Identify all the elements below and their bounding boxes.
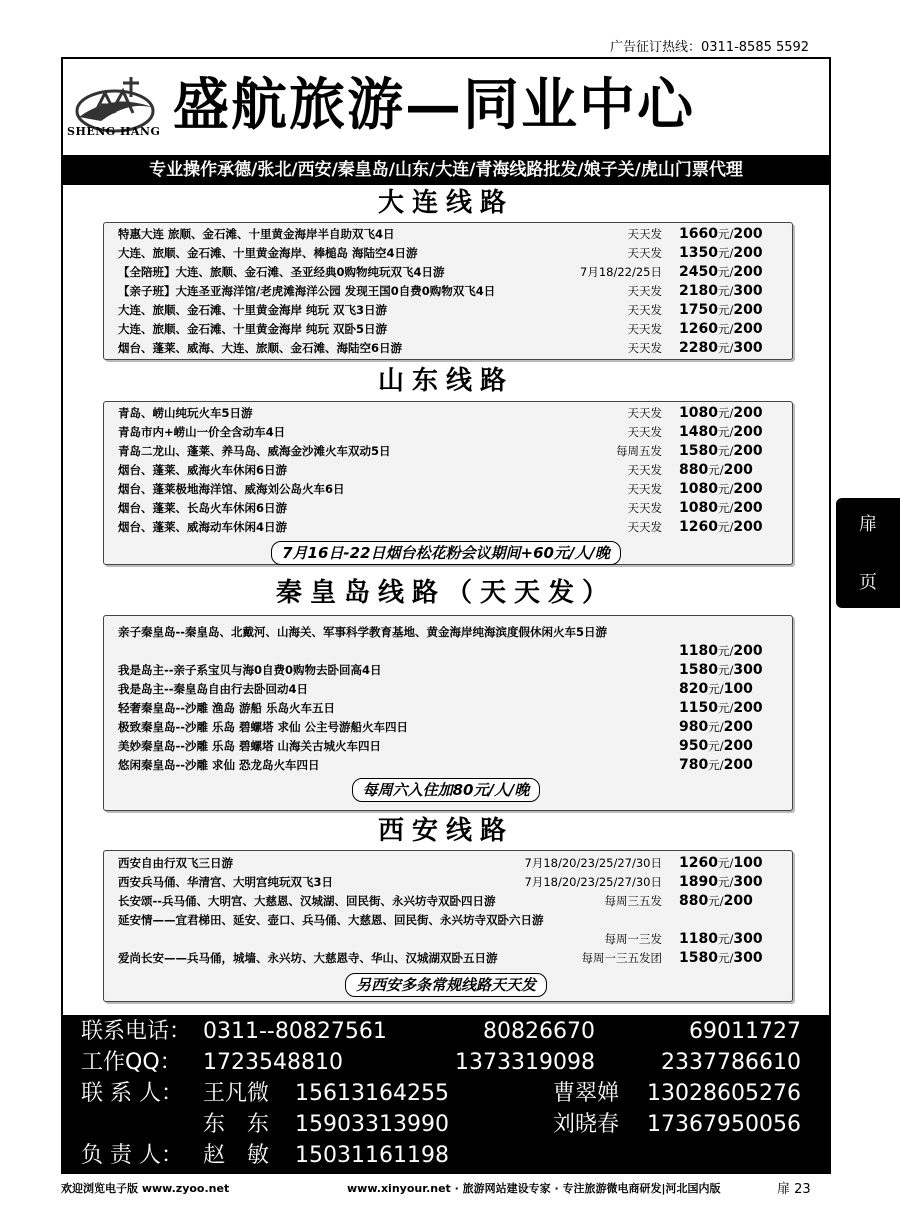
route-rebate: 300	[733, 662, 763, 678]
route-price	[679, 244, 763, 263]
route-name: 我是岛主--秦皇岛自由行去卧回动4日	[118, 682, 309, 696]
route-name: 爱尚长安——兵马俑，城墙、永兴坊、大慈恩寺、华山、汉城湖双卧五日游	[118, 951, 498, 965]
route-name: 西安兵马俑、华清宫、大明宫纯玩双飞3日	[118, 875, 333, 889]
route-price-unit: 元/	[717, 663, 734, 677]
qq-2[interactable]: 1373319098	[455, 1050, 595, 1075]
section-title-xian: 西安线路	[377, 816, 514, 846]
route-row	[104, 623, 792, 642]
route-price	[679, 930, 763, 949]
route-price-unit: 元/	[717, 520, 734, 534]
route-price-value: 950	[679, 738, 709, 754]
route-rebate: 200	[733, 405, 763, 421]
route-rebate: 200	[723, 738, 753, 754]
route-row	[104, 225, 792, 244]
route-price	[679, 854, 763, 873]
route-price-unit: 元/	[708, 758, 724, 772]
route-rebate: 200	[733, 700, 763, 716]
qq-label: 工作QQ：	[81, 1050, 182, 1075]
route-departure: 天天发	[627, 520, 662, 534]
route-row	[104, 680, 792, 699]
route-row	[104, 911, 792, 930]
contact-block	[63, 1015, 829, 1174]
contact-phone-row	[63, 1017, 829, 1047]
route-rebate: 200	[723, 719, 753, 735]
section-title-dalian: 大连线路	[377, 188, 514, 218]
route-price-value: 1260	[679, 321, 718, 337]
route-name: 烟台、蓬莱、威海、大连、旅顺、金石滩、海陆空6日游	[118, 341, 402, 355]
route-name: 特惠大连 旅顺、金石滩、十里黄金海岸半自助双飞4日	[118, 227, 395, 241]
route-rebate: 300	[733, 950, 763, 966]
route-price	[679, 642, 763, 661]
route-price-value: 2450	[679, 264, 718, 280]
route-name: 大连、旅顺、金石滩、十里黄金海岸 纯玩 双卧5日游	[118, 322, 388, 336]
phone-2[interactable]: 80826670	[483, 1019, 595, 1044]
route-row	[104, 499, 792, 518]
route-price-unit: 元/	[708, 682, 724, 696]
route-price	[679, 718, 753, 737]
route-row	[104, 756, 792, 775]
route-rebate: 200	[733, 500, 763, 516]
route-row	[104, 244, 792, 263]
route-price	[679, 756, 753, 775]
route-price-value: 780	[679, 757, 709, 773]
route-row	[104, 873, 792, 892]
route-rebate: 100	[723, 681, 753, 697]
route-name: 轻奢秦皇岛--沙雕 渔岛 游船 乐岛火车五日	[118, 701, 336, 715]
side-tab-char-1: 扉	[859, 514, 877, 535]
route-departure: 7月18/20/23/25/27/30日	[524, 856, 662, 870]
route-rebate: 200	[733, 302, 763, 318]
route-row	[104, 282, 792, 301]
route-departure: 7月18/22/25日	[580, 265, 662, 279]
footer-left[interactable]: 欢迎浏览电子版 www.zyoo.net	[61, 1182, 230, 1195]
route-departure: 天天发	[627, 425, 662, 439]
route-row	[104, 461, 792, 480]
route-price-value: 1480	[679, 424, 718, 440]
phone-1[interactable]: 0311--80827561	[203, 1019, 387, 1044]
contact-boss-row	[63, 1141, 829, 1171]
route-price-unit: 元/	[717, 444, 734, 458]
route-departure: 每周一三五发团	[581, 951, 662, 965]
person-3-tel[interactable]: 15903313990	[295, 1112, 449, 1137]
route-name: 悠闲秦皇岛--沙雕 求仙 恐龙岛火车四日	[118, 758, 320, 772]
route-price-value: 1350	[679, 245, 718, 261]
route-departure: 天天发	[627, 501, 662, 515]
section-title-qinhuangdao: 秦皇岛线路（天天发）	[275, 578, 616, 608]
route-price-unit: 元/	[708, 720, 724, 734]
route-name: 延安情——宜君梯田、延安、壶口、兵马俑、大慈恩、回民街、永兴坊寺双卧六日游	[118, 913, 544, 927]
person-4-name: 刘晓春	[553, 1112, 620, 1137]
route-price-unit: 元/	[717, 322, 734, 336]
route-row	[104, 718, 792, 737]
route-departure: 天天发	[627, 322, 662, 336]
route-rebate: 300	[733, 874, 763, 890]
route-price-unit: 元/	[717, 951, 734, 965]
route-row	[104, 854, 792, 873]
route-rebate: 200	[733, 264, 763, 280]
route-departure: 天天发	[627, 406, 662, 420]
route-departure: 天天发	[627, 341, 662, 355]
route-price-unit: 元/	[717, 303, 734, 317]
route-rebate: 200	[733, 443, 763, 459]
route-price-value: 1750	[679, 302, 718, 318]
route-price-unit: 元/	[717, 406, 734, 420]
ad-hotline: 广告征订热线：0311-8585 5592	[610, 40, 810, 55]
logo-text: SHENG HANG	[67, 125, 161, 138]
route-price-unit: 元/	[717, 425, 734, 439]
route-name: 青岛市内+崂山一价全含动车4日	[118, 425, 286, 439]
route-name: 极致秦皇岛--沙雕 乐岛 碧螺塔 求仙 公主号游船火车四日	[118, 720, 409, 734]
page-number: 扉 23	[777, 1182, 811, 1197]
route-price-unit: 元/	[717, 856, 734, 870]
route-price	[679, 225, 763, 244]
route-price-unit: 元/	[717, 701, 734, 715]
route-price	[679, 699, 763, 718]
route-rebate: 200	[733, 424, 763, 440]
route-row	[104, 423, 792, 442]
route-price-value: 1150	[679, 700, 718, 716]
route-price-value: 2280	[679, 340, 718, 356]
route-name: 【亲子班】大连圣亚海洋馆/老虎滩海洋公园 发现王国0自费0购物双飞4日	[118, 284, 496, 298]
note-shandong	[63, 541, 829, 565]
route-departure: 天天发	[627, 303, 662, 317]
route-departure: 每周五发	[616, 444, 662, 458]
route-price-value: 1080	[679, 481, 718, 497]
route-price-unit: 元/	[717, 284, 734, 298]
note-qinhuangdao	[63, 778, 829, 802]
route-name: 美妙秦皇岛--沙雕 乐岛 碧螺塔 山海关古城火车四日	[118, 739, 382, 753]
route-name: 西安自由行双飞三日游	[118, 856, 233, 870]
qq-3[interactable]: 2337786610	[661, 1050, 801, 1075]
route-departure: 天天发	[627, 284, 662, 298]
route-price-unit: 元/	[717, 246, 734, 260]
route-price-value: 1180	[679, 931, 718, 947]
route-price-unit: 元/	[708, 894, 724, 908]
route-departure: 每周一三发	[604, 932, 662, 946]
route-price	[679, 442, 763, 461]
route-rebate: 300	[733, 283, 763, 299]
route-departure: 天天发	[627, 482, 662, 496]
route-price-unit: 元/	[708, 739, 724, 753]
route-price-value: 880	[679, 462, 709, 478]
service-banner: 专业操作承德/张北/西安/秦皇岛/山东/大连/青海线路批发/娘子关/虎山门票代理	[63, 155, 829, 185]
note-qinhuangdao-text: 每周六入住加80元/人/晚	[352, 778, 541, 802]
route-price-value: 1260	[679, 519, 718, 535]
route-price	[679, 423, 763, 442]
route-name: 【全陪班】大连、旅顺、金石滩、圣亚经典0购物纯玩双飞4日游	[118, 265, 445, 279]
page-frame	[61, 57, 831, 1174]
route-price-unit: 元/	[717, 875, 734, 889]
route-rebate: 200	[733, 245, 763, 261]
route-price	[679, 263, 763, 282]
route-price	[679, 680, 753, 699]
route-row	[104, 518, 792, 537]
route-row	[104, 661, 792, 680]
person-2-name: 曹翠婵	[553, 1081, 620, 1106]
route-row	[104, 949, 792, 968]
qq-1[interactable]: 1723548810	[203, 1050, 343, 1075]
route-name: 烟台、蓬莱、威海动车休闲4日游	[118, 520, 287, 534]
route-price	[679, 518, 763, 537]
route-price	[679, 949, 763, 968]
route-price-unit: 元/	[717, 482, 734, 496]
note-xian-text: 另西安多条常规线路天天发	[345, 973, 547, 997]
route-price-unit: 元/	[717, 501, 734, 515]
route-rebate: 200	[733, 321, 763, 337]
route-price-value: 880	[679, 893, 709, 909]
route-departure: 天天发	[627, 246, 662, 260]
route-price-value: 1580	[679, 950, 718, 966]
person-label: 联 系 人：	[81, 1081, 183, 1106]
route-price	[679, 499, 763, 518]
person-3-name: 东 东	[203, 1112, 270, 1137]
contact-qq-row	[63, 1048, 829, 1078]
route-rebate: 200	[733, 519, 763, 535]
footer-right[interactable]: www.xinyour.net · 旅游网站建设专家 · 专注旅游微电商研发|河北国内版	[347, 1182, 721, 1195]
route-departure: 天天发	[627, 227, 662, 241]
route-price	[679, 873, 763, 892]
route-name: 烟台、蓬莱、威海火车休闲6日游	[118, 463, 287, 477]
route-name: 烟台、蓬莱极地海洋馆、威海刘公岛火车6日	[118, 482, 345, 496]
route-rebate: 200	[733, 643, 763, 659]
route-row	[104, 480, 792, 499]
route-price-value: 1890	[679, 874, 718, 890]
route-price	[679, 461, 753, 480]
route-rebate: 200	[723, 893, 753, 909]
route-price-unit: 元/	[717, 227, 734, 241]
route-rebate: 300	[733, 931, 763, 947]
contact-person-row-2	[63, 1110, 829, 1140]
person-2-tel[interactable]: 13028605276	[647, 1081, 801, 1106]
route-price-value: 1580	[679, 443, 718, 459]
route-price-value: 1080	[679, 405, 718, 421]
route-name: 亲子秦皇岛--秦皇岛、北戴河、山海关、军事科学教育基地、黄金海岸纯海滨度假休闲火车5日游	[118, 625, 608, 639]
route-row	[104, 301, 792, 320]
route-name: 大连、旅顺、金石滩、十里黄金海岸、棒槌岛 海陆空4日游	[118, 246, 418, 260]
route-name: 烟台、蓬莱、长岛火车休闲6日游	[118, 501, 287, 515]
route-row	[104, 642, 792, 661]
side-tab	[836, 498, 900, 608]
boss-tel[interactable]: 15031161198	[295, 1143, 449, 1168]
route-row	[104, 930, 792, 949]
section-title-shandong: 山东线路	[377, 366, 514, 396]
route-name: 大连、旅顺、金石滩、十里黄金海岸 纯玩 双飞3日游	[118, 303, 388, 317]
route-price-value: 1080	[679, 500, 718, 516]
phone-label: 联系电话：	[81, 1019, 192, 1044]
route-price-unit: 元/	[717, 265, 734, 279]
route-row	[104, 892, 792, 911]
boss-name: 赵 敏	[203, 1143, 270, 1168]
person-4-tel[interactable]: 17367950056	[647, 1112, 801, 1137]
route-name: 我是岛主--亲子系宝贝与海0自费0购物去卧回高4日	[118, 663, 382, 677]
route-rebate: 100	[733, 855, 763, 871]
route-price	[679, 661, 763, 680]
route-price	[679, 301, 763, 320]
note-xian	[63, 973, 829, 997]
route-price-value: 1580	[679, 662, 718, 678]
route-name: 青岛二龙山、蓬莱、养马岛、威海金沙滩火车双动5日	[118, 444, 391, 458]
route-rebate: 200	[733, 481, 763, 497]
route-price-unit: 元/	[708, 463, 724, 477]
route-price-value: 2180	[679, 283, 718, 299]
route-price-value: 1260	[679, 855, 718, 871]
route-rebate: 200	[723, 757, 753, 773]
route-row	[104, 320, 792, 339]
route-rebate: 200	[723, 462, 753, 478]
route-departure: 天天发	[627, 463, 662, 477]
route-row	[104, 404, 792, 423]
header	[63, 59, 829, 155]
note-shandong-text: 7月16日-22日烟台松花粉会议期间+60元/人/晚	[271, 541, 621, 565]
route-row	[104, 442, 792, 461]
route-price	[679, 282, 763, 301]
route-row	[104, 263, 792, 282]
boss-label: 负 责 人：	[81, 1143, 183, 1168]
route-price-value: 980	[679, 719, 709, 735]
route-price	[679, 404, 763, 423]
person-1-name: 王凡微	[203, 1081, 270, 1106]
route-price-unit: 元/	[717, 932, 734, 946]
route-price	[679, 320, 763, 339]
route-price-value: 820	[679, 681, 709, 697]
phone-3[interactable]: 69011727	[689, 1019, 801, 1044]
route-rebate: 300	[733, 340, 763, 356]
route-price-value: 1660	[679, 226, 718, 242]
side-tab-char-2: 页	[859, 572, 877, 593]
route-row	[104, 699, 792, 718]
route-name: 青岛、崂山纯玩火车5日游	[118, 406, 253, 420]
route-row	[104, 737, 792, 756]
route-price-unit: 元/	[717, 644, 734, 658]
route-name: 长安颂--兵马俑、大明宫、大慈恩、汉城湖、回民街、永兴坊寺双卧四日游	[118, 894, 496, 908]
route-price-unit: 元/	[717, 341, 734, 355]
person-1-tel[interactable]: 15613164255	[295, 1081, 449, 1106]
contact-person-row-1	[63, 1079, 829, 1109]
route-departure: 每周三五发	[604, 894, 662, 908]
route-price	[679, 339, 763, 358]
route-rebate: 200	[733, 226, 763, 242]
route-price	[679, 480, 763, 499]
route-price	[679, 892, 753, 911]
route-box-dalian	[103, 222, 793, 360]
route-price	[679, 737, 753, 756]
route-price-value: 1180	[679, 643, 718, 659]
route-row	[104, 339, 792, 358]
page-title: 盛航旅游—同业中心	[173, 72, 695, 138]
route-departure: 7月18/20/23/25/27/30日	[524, 875, 662, 889]
